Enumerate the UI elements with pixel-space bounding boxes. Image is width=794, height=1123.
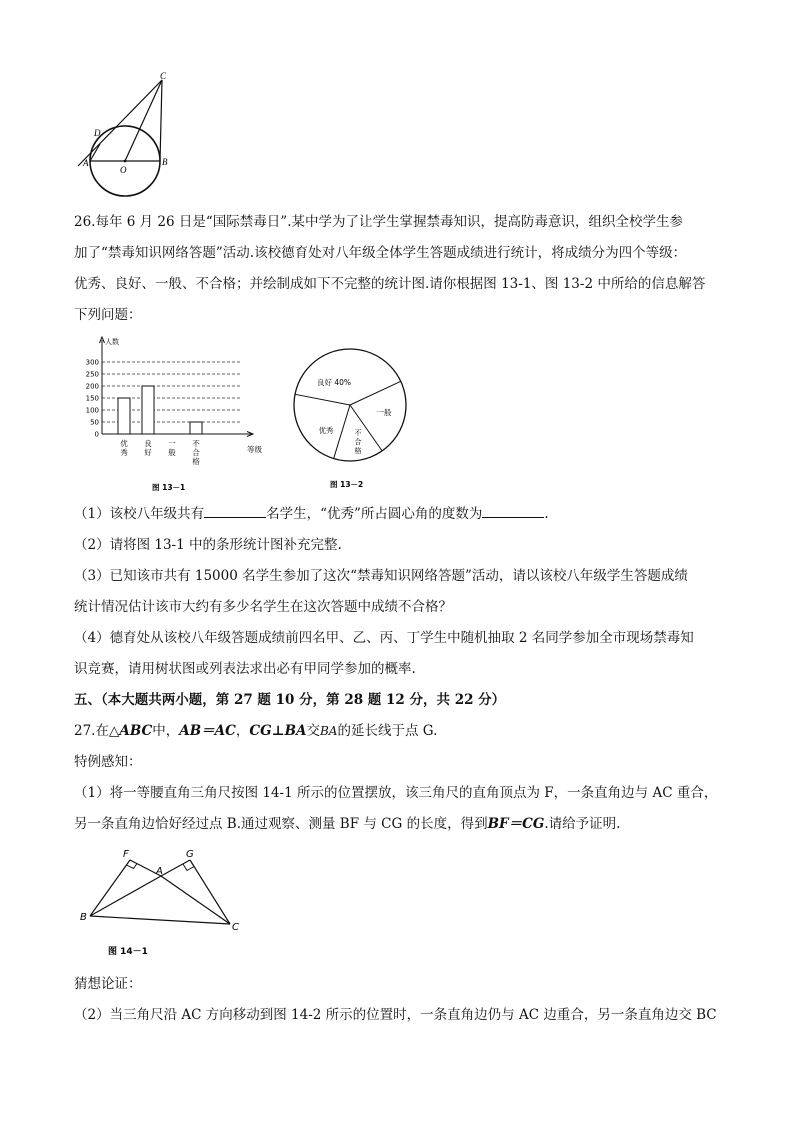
q26-sub1 [74, 504, 549, 524]
pie-chart-13-2 [285, 344, 415, 494]
label-g: G [186, 849, 194, 860]
label-c2: C [232, 922, 239, 933]
q27-sub2: （2）当三角尺沿 AC 方向移动到图 14-2 所示的位置时，一条直角边仍与 AC 边重合，另一条直角边交 BC [74, 1007, 717, 1023]
fig14-title: 图 14－1 [108, 947, 148, 957]
q27-stem-mid1: 中， [152, 723, 180, 739]
pie-label-excellent: 优秀 [318, 426, 334, 435]
q27-equality: AB＝AC [179, 723, 236, 739]
q26-line1: 26.每年 6 月 26 日是“国际禁毒日”.某中学为了让学生掌握禁毒知识，提高防毒意识，组织全校学生参 [74, 214, 683, 230]
q26-line3: 优秀、良好、一般、不合格；并绘制成如下不完整的统计图.请你根据图 13-1、图 13-2 中所给的信息解答 [74, 276, 706, 292]
bar-2 [142, 386, 154, 434]
right-angle-f [127, 864, 138, 869]
segment-ba [90, 876, 161, 916]
q27-sub1-line2 [74, 814, 620, 834]
bar-4 [190, 422, 202, 434]
section5-heading: 五、（本大题共两小题，第 27 题 10 分，第 28 题 12 分，共 22 分） [74, 692, 506, 708]
bar-chart-13-1 [80, 334, 265, 494]
blank-total-students[interactable] [204, 505, 266, 518]
segment-cg [190, 860, 230, 924]
y-tick-label: 0 [94, 430, 99, 439]
label-b: B [162, 157, 168, 167]
x-category-label: 优 [120, 439, 128, 448]
pie-label-good: 良好 40% [316, 378, 352, 387]
q26-sub2: （2）请将图 13-1 中的条形统计图补充完整. [74, 537, 342, 553]
label-a: A [83, 158, 89, 168]
q26-line4: 下列问题： [74, 307, 142, 323]
q27-guess: 猜想论证： [74, 976, 142, 992]
label-a2: A [156, 866, 163, 877]
point-o [124, 160, 127, 163]
segment-co [125, 80, 162, 161]
blank-angle[interactable] [482, 505, 544, 518]
q27-sub1-line2-b: .请给予证明. [544, 816, 621, 832]
x-axis-label: 等级 [247, 445, 262, 454]
q26-line2: 加了“禁毒知识网络答题”活动.该校德育处对八年级全体学生答题成绩进行统计，将成绩分为四个等级： [74, 245, 687, 261]
pie-label-average: 一般 [376, 408, 392, 417]
x-category-label: 不 [192, 439, 200, 448]
pie-label-fail: 格 [354, 447, 362, 455]
y-axis-label: 人数 [105, 338, 119, 346]
q27-triangle: △ABC [108, 723, 153, 739]
q27-stem-mid3: 交 [306, 723, 320, 739]
circle-tangent-figure [70, 70, 180, 200]
segment-cb [160, 80, 162, 161]
x-category-label: 合 [192, 448, 200, 457]
label-o: O [120, 165, 127, 175]
segment-ac [161, 876, 230, 924]
q27-stem [74, 721, 437, 741]
q26-sub1-end: . [544, 506, 549, 522]
label-d: D [94, 128, 101, 138]
y-tick-label: 150 [85, 394, 99, 403]
q26-sub4-line2: 识竞赛，请用树状图或列表法求出必有甲同学参加的概率. [74, 661, 416, 677]
y-tick-label: 300 [85, 358, 99, 367]
q26-sub4-line1: （4）德育处从该校八年级答题成绩前四名甲、乙、丙、丁学生中随机抽取 2 名同学参加全市现场禁毒知 [74, 630, 694, 646]
x-category-label: 好 [144, 448, 152, 457]
pie-chart-title: 图 13－2 [330, 480, 364, 489]
y-tick-label: 50 [90, 418, 99, 427]
q27-stem-mid2: ， [235, 723, 250, 739]
bar-1 [118, 398, 130, 434]
right-angle-g [183, 864, 194, 871]
y-tick-label: 250 [85, 370, 99, 379]
q27-stem-pre: 27.在 [74, 723, 109, 739]
bar-chart-title: 图 13－1 [152, 483, 186, 492]
q27-sub1-line2-a: 另一条直角边恰好经过点 B.通过观察、测量 BF 与 CG 的长度，得到 [74, 816, 488, 832]
q26-sub3-line2: 统计情况估计该市大约有多少名学生在这次答题中成绩不合格？ [74, 599, 452, 615]
q27-ba: BA [319, 724, 338, 738]
q26-sub1-b: 名学生，“优秀”所占圆心角的度数为 [266, 506, 483, 522]
q26-sub3-line1: （3）已知该市共有 15000 名学生参加了这次“禁毒知识网络答题”活动，请以该校八年级学生答题成绩 [74, 568, 688, 584]
q27-sub1-line1: （1）将一等腰直角三角尺按图 14-1 所示的位置摆放，该三角尺的直角顶点为 F，一条直角边与 AC 重合， [74, 785, 718, 801]
x-category-label: 格 [192, 457, 200, 466]
segment-bc [90, 916, 230, 924]
label-c: C [160, 71, 167, 81]
label-b2: B [80, 912, 87, 923]
pie-label-fail: 合 [354, 438, 362, 446]
q27-special: 特例感知： [74, 754, 142, 770]
tangent-line [78, 80, 162, 166]
segment-fb [90, 860, 130, 916]
pie-label-fail: 不 [354, 429, 362, 437]
q27-stem-end: 的延长线于点 G. [337, 723, 438, 739]
x-category-label: 一 [168, 439, 176, 448]
triangle-figure-14-1 [78, 846, 248, 961]
y-tick-label: 200 [85, 382, 99, 391]
label-f: F [123, 849, 129, 860]
x-category-label: 秀 [120, 448, 128, 457]
q26-sub1-a: （1）该校八年级共有 [74, 506, 205, 522]
x-category-label: 良 [144, 439, 152, 448]
q27-perp: CG⊥BA [249, 723, 307, 739]
y-tick-label: 100 [85, 406, 99, 415]
q27-sub1-eq: BF＝CG [487, 816, 545, 832]
x-category-label: 般 [168, 448, 176, 457]
